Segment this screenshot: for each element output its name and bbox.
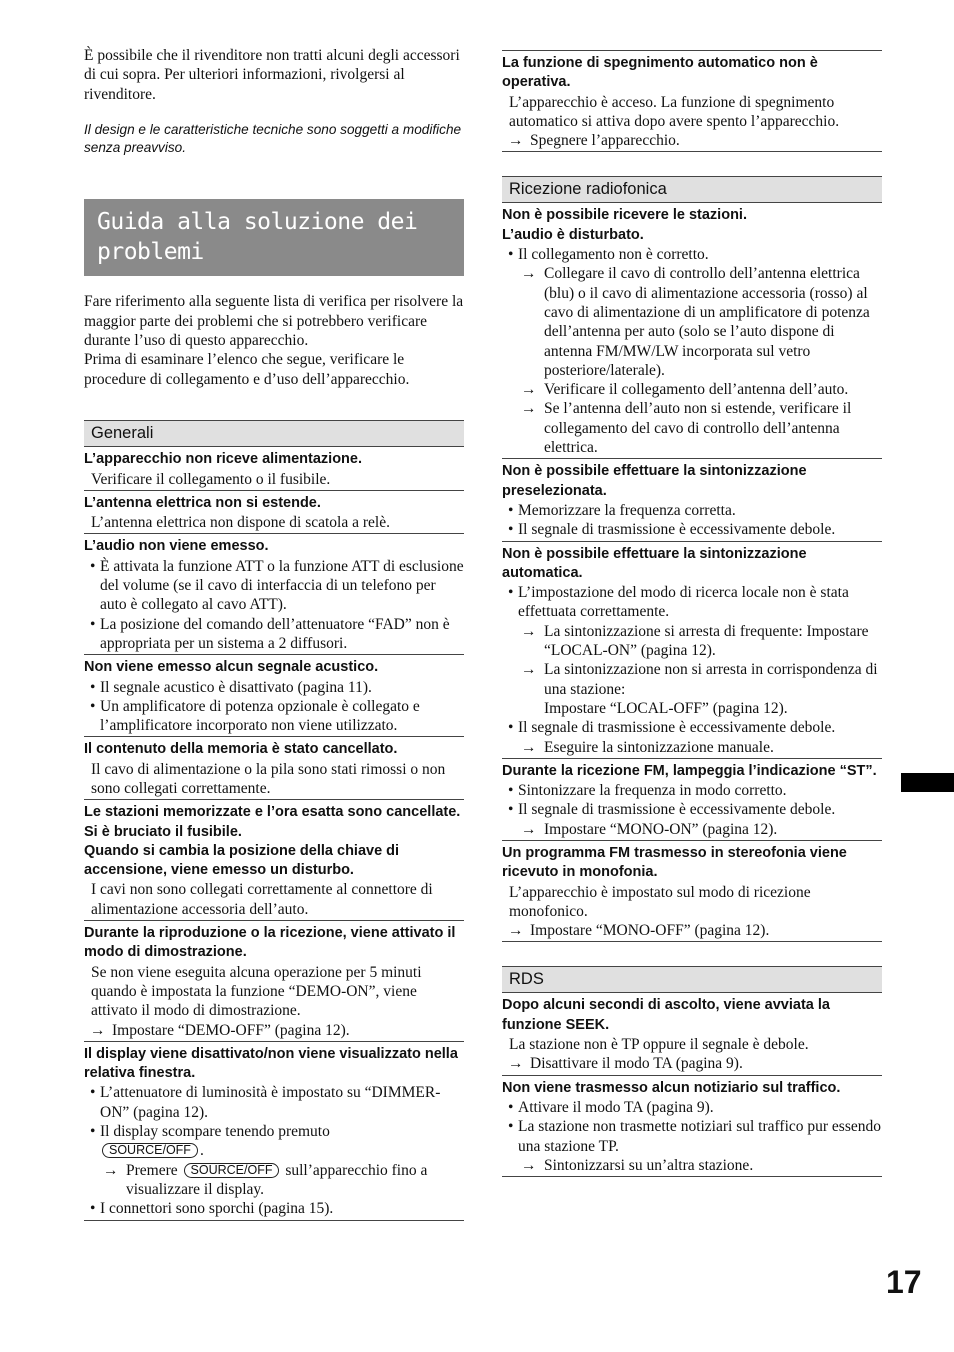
issue-question: L’audio non viene emesso. [84,538,269,555]
issue-answer: I cavi non sono collegati correttamente al connettore di alimentazione accessoria dell’auto. [91,881,433,918]
issue-answer: Se non viene eseguita alcuna operazione per 5 minuti quando è impostata la funzione “DEMO-ON”, viene attivato il modo di dimostrazione. [91,963,422,1020]
arrow-right-icon: → [508,1055,524,1073]
arrow-right-icon: → [521,265,537,283]
bullet-item: • Il display scompare tenendo premuto SOURCE/OFF . [84,1122,464,1161]
arrow-right-icon: → [508,922,524,940]
arrow-right-icon: → [521,1156,537,1174]
remedy-item [502,399,882,457]
title-line-1: Guida alla soluzione dei [97,209,418,236]
issue-answer: Verificare il collegamento o il fusibile. [91,470,331,488]
bullet-item: • La stazione non trasmette notiziari sul traffico pur essendo una stazione TP. [502,1117,882,1156]
source-off-button-label: SOURCE/OFF [102,1143,198,1158]
remedy-item [84,1161,464,1200]
guide-intro-p1: Fare riferimento alla seguente lista di verifica per risolvere la maggior parte dei problemi che si potrebbero verificare durante l’uso di questo apparecchio. [84,293,464,350]
issue-question: L’antenna elettrica non si estende. [84,494,321,511]
remedy-item [502,738,882,757]
issue-item [502,993,882,1075]
remedy-text: Disattivare il modo TA (pagina 9). [530,1055,743,1073]
guide-intro-p2: Prima di esaminare l’elenco che segue, verificare le procedure di collegamento e d’uso dell’apparecchio. [84,351,410,388]
issue-item [502,759,882,841]
bullet-text: Il display scompare tenendo premuto [100,1123,330,1141]
remedy-item [502,622,882,661]
remedy-text: Collegare il cavo di controllo dell’antenna elettrica (blu) o il cavo di alimentazione accessoria (rosso) al cavo di alimentazione di un amplificatore di potenza dell’antenna per auto (solo se l’auto dispone di antenna FM/MW/LW incorporata sul vetro posteriore/laterale). [544,265,870,379]
issue-answer: L’antenna elettrica non dispone di scatola a relè. [91,514,390,532]
remedy-text: Sintonizzarsi su un’altra stazione. [544,1156,754,1174]
arrow-right-icon: → [521,738,537,756]
issue-question: Dopo alcuni secondi di ascolto, viene avviata la funzione SEEK. [502,997,830,1033]
issue-answer: L’apparecchio è acceso. La funzione di spegnimento automatico si attiva dopo avere spento l’apparecchio. [509,93,840,130]
arrow-right-icon: → [90,1021,106,1039]
issue-item [84,534,464,655]
section-heading-rds: RDS [502,966,882,993]
issue-question: Non è possibile effettuare la sintonizzazione preselezionata. [502,463,807,499]
issue-question: Durante la ricezione FM, lampeggia l’indicazione “ST”. [502,762,877,779]
left-column [84,46,464,1221]
issue-question: Non viene emesso alcun segnale acustico. [84,659,379,676]
issue-question: Un programma FM trasmesso in stereofonia viene ricevuto in monofonia. [502,844,847,881]
remedy-text-post: sull’apparecchio fino a visualizzare il display. [126,1161,428,1198]
issue-question: L’apparecchio non riceve alimentazione. [84,451,363,468]
auto-off-block [502,50,882,152]
issue-question: La funzione di spegnimento automatico non è operativa. [502,55,818,91]
remedy-item [502,264,882,380]
issue-item [84,800,464,921]
remedy-text: Eseguire la sintonizzazione manuale. [544,738,774,756]
remedy-text: Verificare il collegamento dell’antenna dell’auto. [544,381,849,399]
issue-item [502,51,882,152]
issue-question: Le stazioni memorizzate e l’ora esatta sono cancellate. [84,804,461,821]
remedy-text: Impostare “MONO-ON” (pagina 12). [544,820,778,838]
bullet-item: • Il segnale acustico è disattivato (pagina 11). [84,678,464,697]
remedy-text: Se l’antenna dell’auto non si estende, verificare il collegamento del cavo di controllo dell’antenna elettrica. [544,400,852,457]
remedy-item [84,1021,464,1040]
issue-question: Il contenuto della memoria è stato cancellato. [84,741,398,758]
issue-question: L’audio è disturbato. [502,226,644,243]
issue-item [84,1042,464,1221]
remedy-text: Impostare “MONO-OFF” (pagina 12). [530,922,770,940]
issue-question: Non viene trasmesso alcun notiziario sul traffico. [502,1079,841,1096]
issue-item [84,447,464,491]
remedy-item [502,820,882,839]
remedy-item [502,660,882,718]
page-number: 17 [886,1264,922,1300]
arrow-right-icon: → [521,820,537,838]
remedy-text: La sintonizzazione si arresta di frequente: Impostare “LOCAL-ON” (pagina 12). [544,622,869,660]
generali-section [84,420,464,1220]
arrow-right-icon: → [521,381,537,399]
remedy-text: Impostare “LOCAL-OFF” (pagina 12). [544,699,788,717]
bullet-item: • È attivata la funzione ATT o la funzione ATT di esclusione del volume (se il cavo di interfaccia di un telefono per auto è collegato al cavo ATT). [84,557,464,615]
issue-answer: La stazione non è TP oppure il segnale è debole. [509,1036,809,1054]
section-heading-radio: Ricezione radiofonica [502,176,882,203]
bullet-item: • La posizione del comando dell’attenuatore “FAD” non è appropriata per un sistema a 2 diffusori. [84,615,464,654]
issue-answer: Il cavo di alimentazione o la pila sono stati rimossi o non sono collegati correttamente. [91,760,446,797]
remedy-text-pre: Premere [126,1161,178,1179]
remedy-item [502,921,882,940]
bullet-item: • Il segnale di trasmissione è eccessivamente debole. [502,718,882,737]
issue-question: Il display viene disattivato/non viene visualizzato nella relativa finestra. [84,1045,458,1082]
issue-answer: L’apparecchio è impostato sul modo di ricezione monofonico. [509,883,811,920]
section-heading-generali: Generali [84,420,464,447]
issue-question: Quando si cambia la posizione della chiave di accensione, viene emesso un disturbo. [84,842,400,879]
issue-item [502,459,882,541]
issue-question: Si è bruciato il fusibile. [84,823,242,840]
rds-section [502,966,882,1177]
arrow-right-icon: → [521,661,537,679]
arrow-right-icon: → [521,622,537,640]
title-line-2: problemi [97,239,204,266]
right-column [502,50,882,1177]
bullet-item: • Sintonizzare la frequenza in modo corretto. [502,781,882,800]
bullet-item: • L’attenuatore di luminosità è impostato su “DIMMER-ON” (pagina 12). [84,1083,464,1122]
issue-question: Non è possibile ricevere le stazioni. [502,207,747,224]
bullet-item: • Il segnale di trasmissione è eccessivamente debole. [502,800,882,819]
arrow-right-icon: → [508,132,524,150]
issue-item [84,491,464,535]
bullet-item: • Un amplificatore di potenza opzionale è collegato e l’amplificatore incorporato non viene utilizzato. [84,697,464,736]
issue-item [502,1076,882,1177]
issue-question: Durante la riproduzione o la ricezione, viene attivato il modo di dimostrazione. [84,925,456,961]
issue-item [502,203,882,459]
issue-item [502,542,882,759]
guide-intro [84,292,464,389]
source-off-button-label: SOURCE/OFF [184,1163,280,1178]
bullet-item: • Memorizzare la frequenza corretta. [502,501,882,520]
bullet-item: • L’impostazione del modo di ricerca locale non è stata effettuata correttamente. [502,583,882,622]
arrow-right-icon: → [521,400,537,418]
remedy-item [502,1054,882,1073]
remedy-text: Impostare “DEMO-OFF” (pagina 12). [112,1021,350,1039]
side-tab-marker [901,773,954,792]
remedy-text: Spegnere l’apparecchio. [530,132,680,150]
intro-paragraph: È possibile che il rivenditore non tratti alcuni degli accessori di cui sopra. Per ulteriori informazioni, rivolgersi al rivenditore. [84,47,460,103]
issue-item [84,655,464,737]
issue-item [502,841,882,942]
bullet-item: • I connettori sono sporchi (pagina 15). [84,1199,464,1218]
issue-item [84,737,464,800]
arrow-right-icon: → [103,1161,119,1179]
radio-section [502,176,882,942]
remedy-item [502,1156,882,1175]
bullet-item: • Attivare il modo TA (pagina 9). [502,1098,882,1117]
remedy-item [502,380,882,399]
remedy-text: La sintonizzazione non si arresta in corrispondenza di una stazione: [544,661,878,698]
disclaimer-note: Il design e le caratteristiche tecniche sono soggetti a modifiche senza preavviso. [84,122,462,156]
issue-question: Non è possibile effettuare la sintonizzazione automatica. [502,545,807,581]
remedy-item [502,131,882,150]
bullet-item: • Il segnale di trasmissione è eccessivamente debole. [502,520,882,539]
issue-item [84,921,464,1042]
bullet-item: • Il collegamento non è corretto. [502,245,882,264]
section-title-banner [84,199,464,276]
